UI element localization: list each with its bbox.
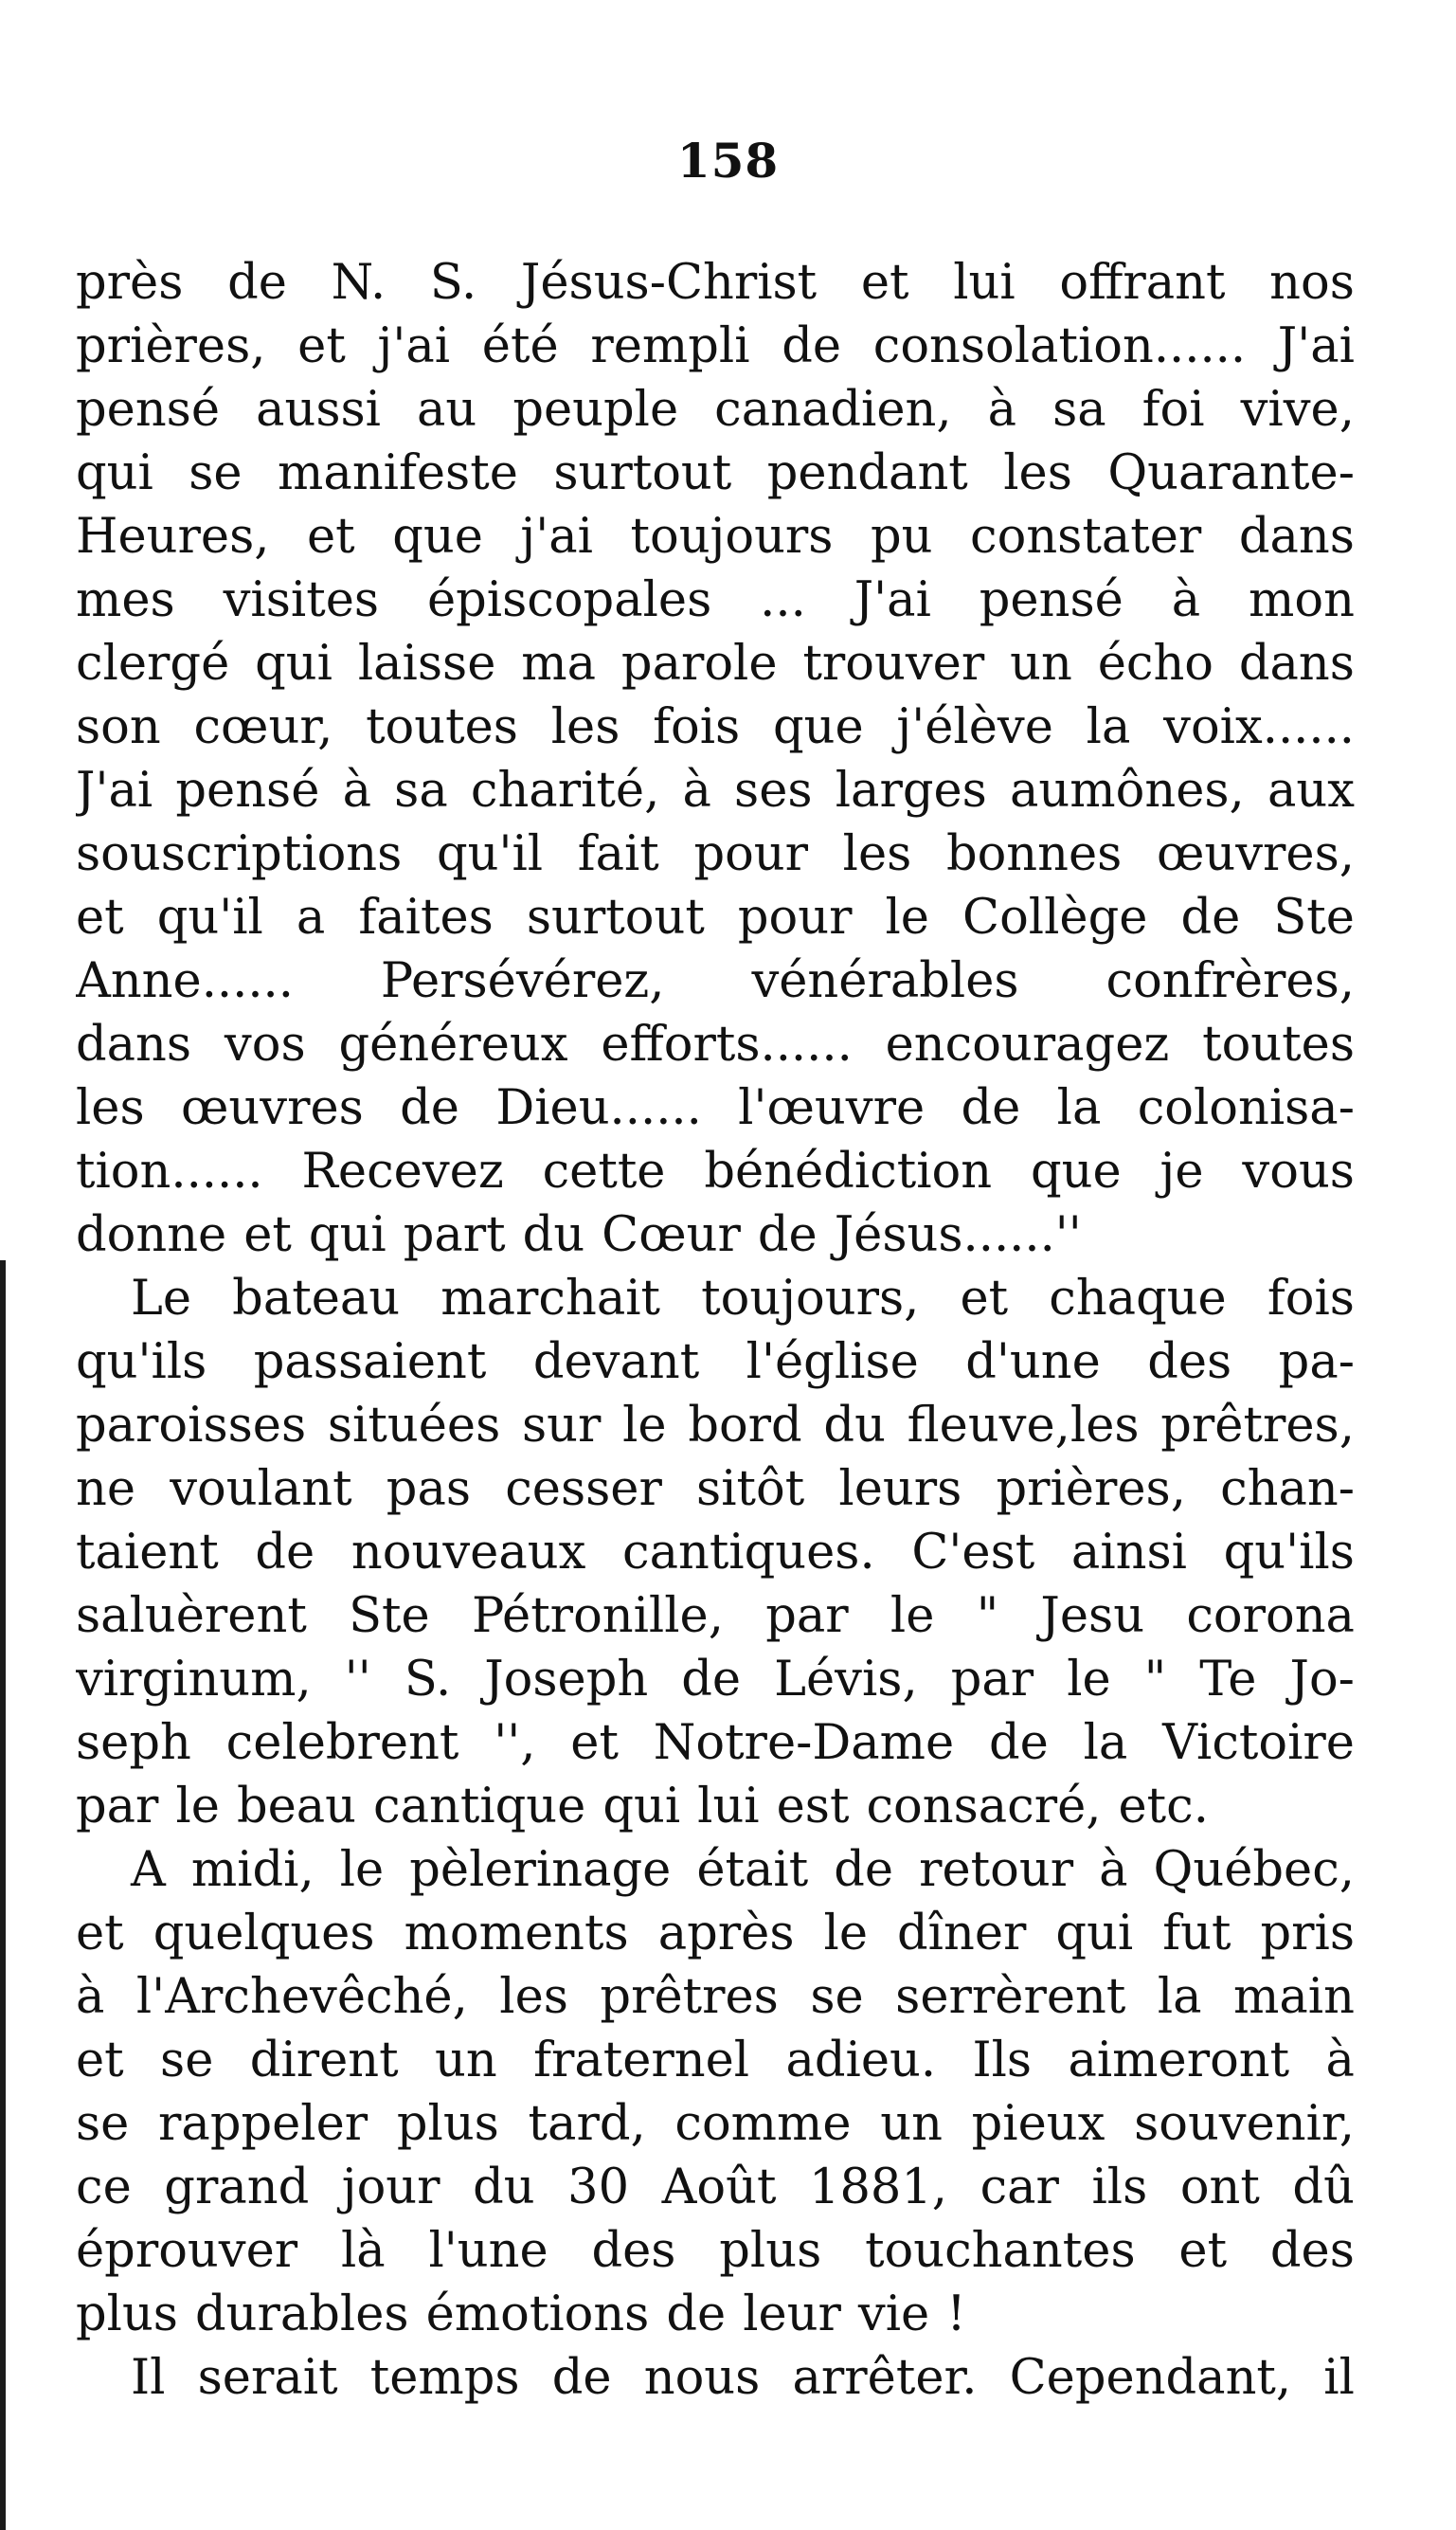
text-line: ne voulant pas cesser sitôt leurs prières, chan- xyxy=(76,1461,1355,1517)
body-text xyxy=(76,251,1355,2410)
text-line: Le bateau marchait toujours, et chaque fois xyxy=(131,1271,1355,1327)
text-line: près de N. S. Jésus-Christ et lui offrant nos xyxy=(76,255,1355,311)
text-line: taient de nouveaux cantiques. C'est ainsi qu'ils xyxy=(76,1525,1355,1581)
text-line: saluèrent Ste Pétronille, par le " Jesu corona xyxy=(76,1588,1355,1644)
text-line: se rappeler plus tard, comme un pieux souvenir, xyxy=(76,2096,1355,2152)
text-line: qui se manifeste surtout pendant les Quarante- xyxy=(76,445,1355,501)
text-line: A midi, le pèlerinage était de retour à Québec, xyxy=(131,1842,1355,1898)
page-number: 158 xyxy=(676,133,780,189)
text-line: et se dirent un fraternel adieu. Ils aimeront à xyxy=(76,2033,1355,2088)
text-line: Anne...... Persévérez, vénérables confrères, xyxy=(76,953,1355,1009)
text-line: donne et qui part du Cœur de Jésus......'' xyxy=(76,1207,1082,1263)
text-line: mes visites épiscopales ... J'ai pensé à mon xyxy=(76,572,1355,628)
text-line: tion...... Recevez cette bénédiction que je vous xyxy=(76,1144,1355,1200)
text-line: plus durables émotions de leur vie ! xyxy=(76,2286,966,2342)
text-line: virginum, '' S. Joseph de Lévis, par le " Te Jo- xyxy=(76,1652,1355,1708)
text-line: par le beau cantique qui lui est consacré, etc. xyxy=(76,1779,1209,1834)
text-line: Heures, et que j'ai toujours pu constater dans xyxy=(76,509,1355,565)
text-line: souscriptions qu'il fait pour les bonnes œuvres, xyxy=(76,826,1355,882)
text-line: Il serait temps de nous arrêter. Cependant, il xyxy=(131,2350,1355,2406)
text-line: paroisses situées sur le bord du fleuve,les prêtres, xyxy=(76,1398,1355,1454)
text-line: son cœur, toutes les fois que j'élève la voix...... xyxy=(76,699,1355,755)
scan-edge-shadow xyxy=(0,1260,6,2530)
text-line: prières, et j'ai été rempli de consolation...... J'ai xyxy=(76,318,1355,374)
text-line: à l'Archevêché, les prêtres se serrèrent la main xyxy=(76,1969,1355,2025)
text-line: les œuvres de Dieu...... l'œuvre de la colonisa- xyxy=(76,1080,1355,1136)
text-line: et qu'il a faites surtout pour le Collège de Ste xyxy=(76,890,1355,946)
text-line: pensé aussi au peuple canadien, à sa foi vive, xyxy=(76,382,1355,438)
text-line: J'ai pensé à sa charité, à ses larges aumônes, aux xyxy=(76,763,1355,819)
text-line: clergé qui laisse ma parole trouver un écho dans xyxy=(76,636,1355,692)
text-line: éprouver là l'une des plus touchantes et des xyxy=(76,2223,1355,2279)
text-line: ce grand jour du 30 Août 1881, car ils ont dû xyxy=(76,2160,1355,2215)
text-line: et quelques moments après le dîner qui fut pris xyxy=(76,1906,1355,1961)
text-line: dans vos généreux efforts...... encouragez toutes xyxy=(76,1017,1355,1073)
text-line: qu'ils passaient devant l'église d'une des pa- xyxy=(76,1334,1355,1390)
text-line: seph celebrent '', et Notre-Dame de la Victoire xyxy=(76,1715,1355,1771)
